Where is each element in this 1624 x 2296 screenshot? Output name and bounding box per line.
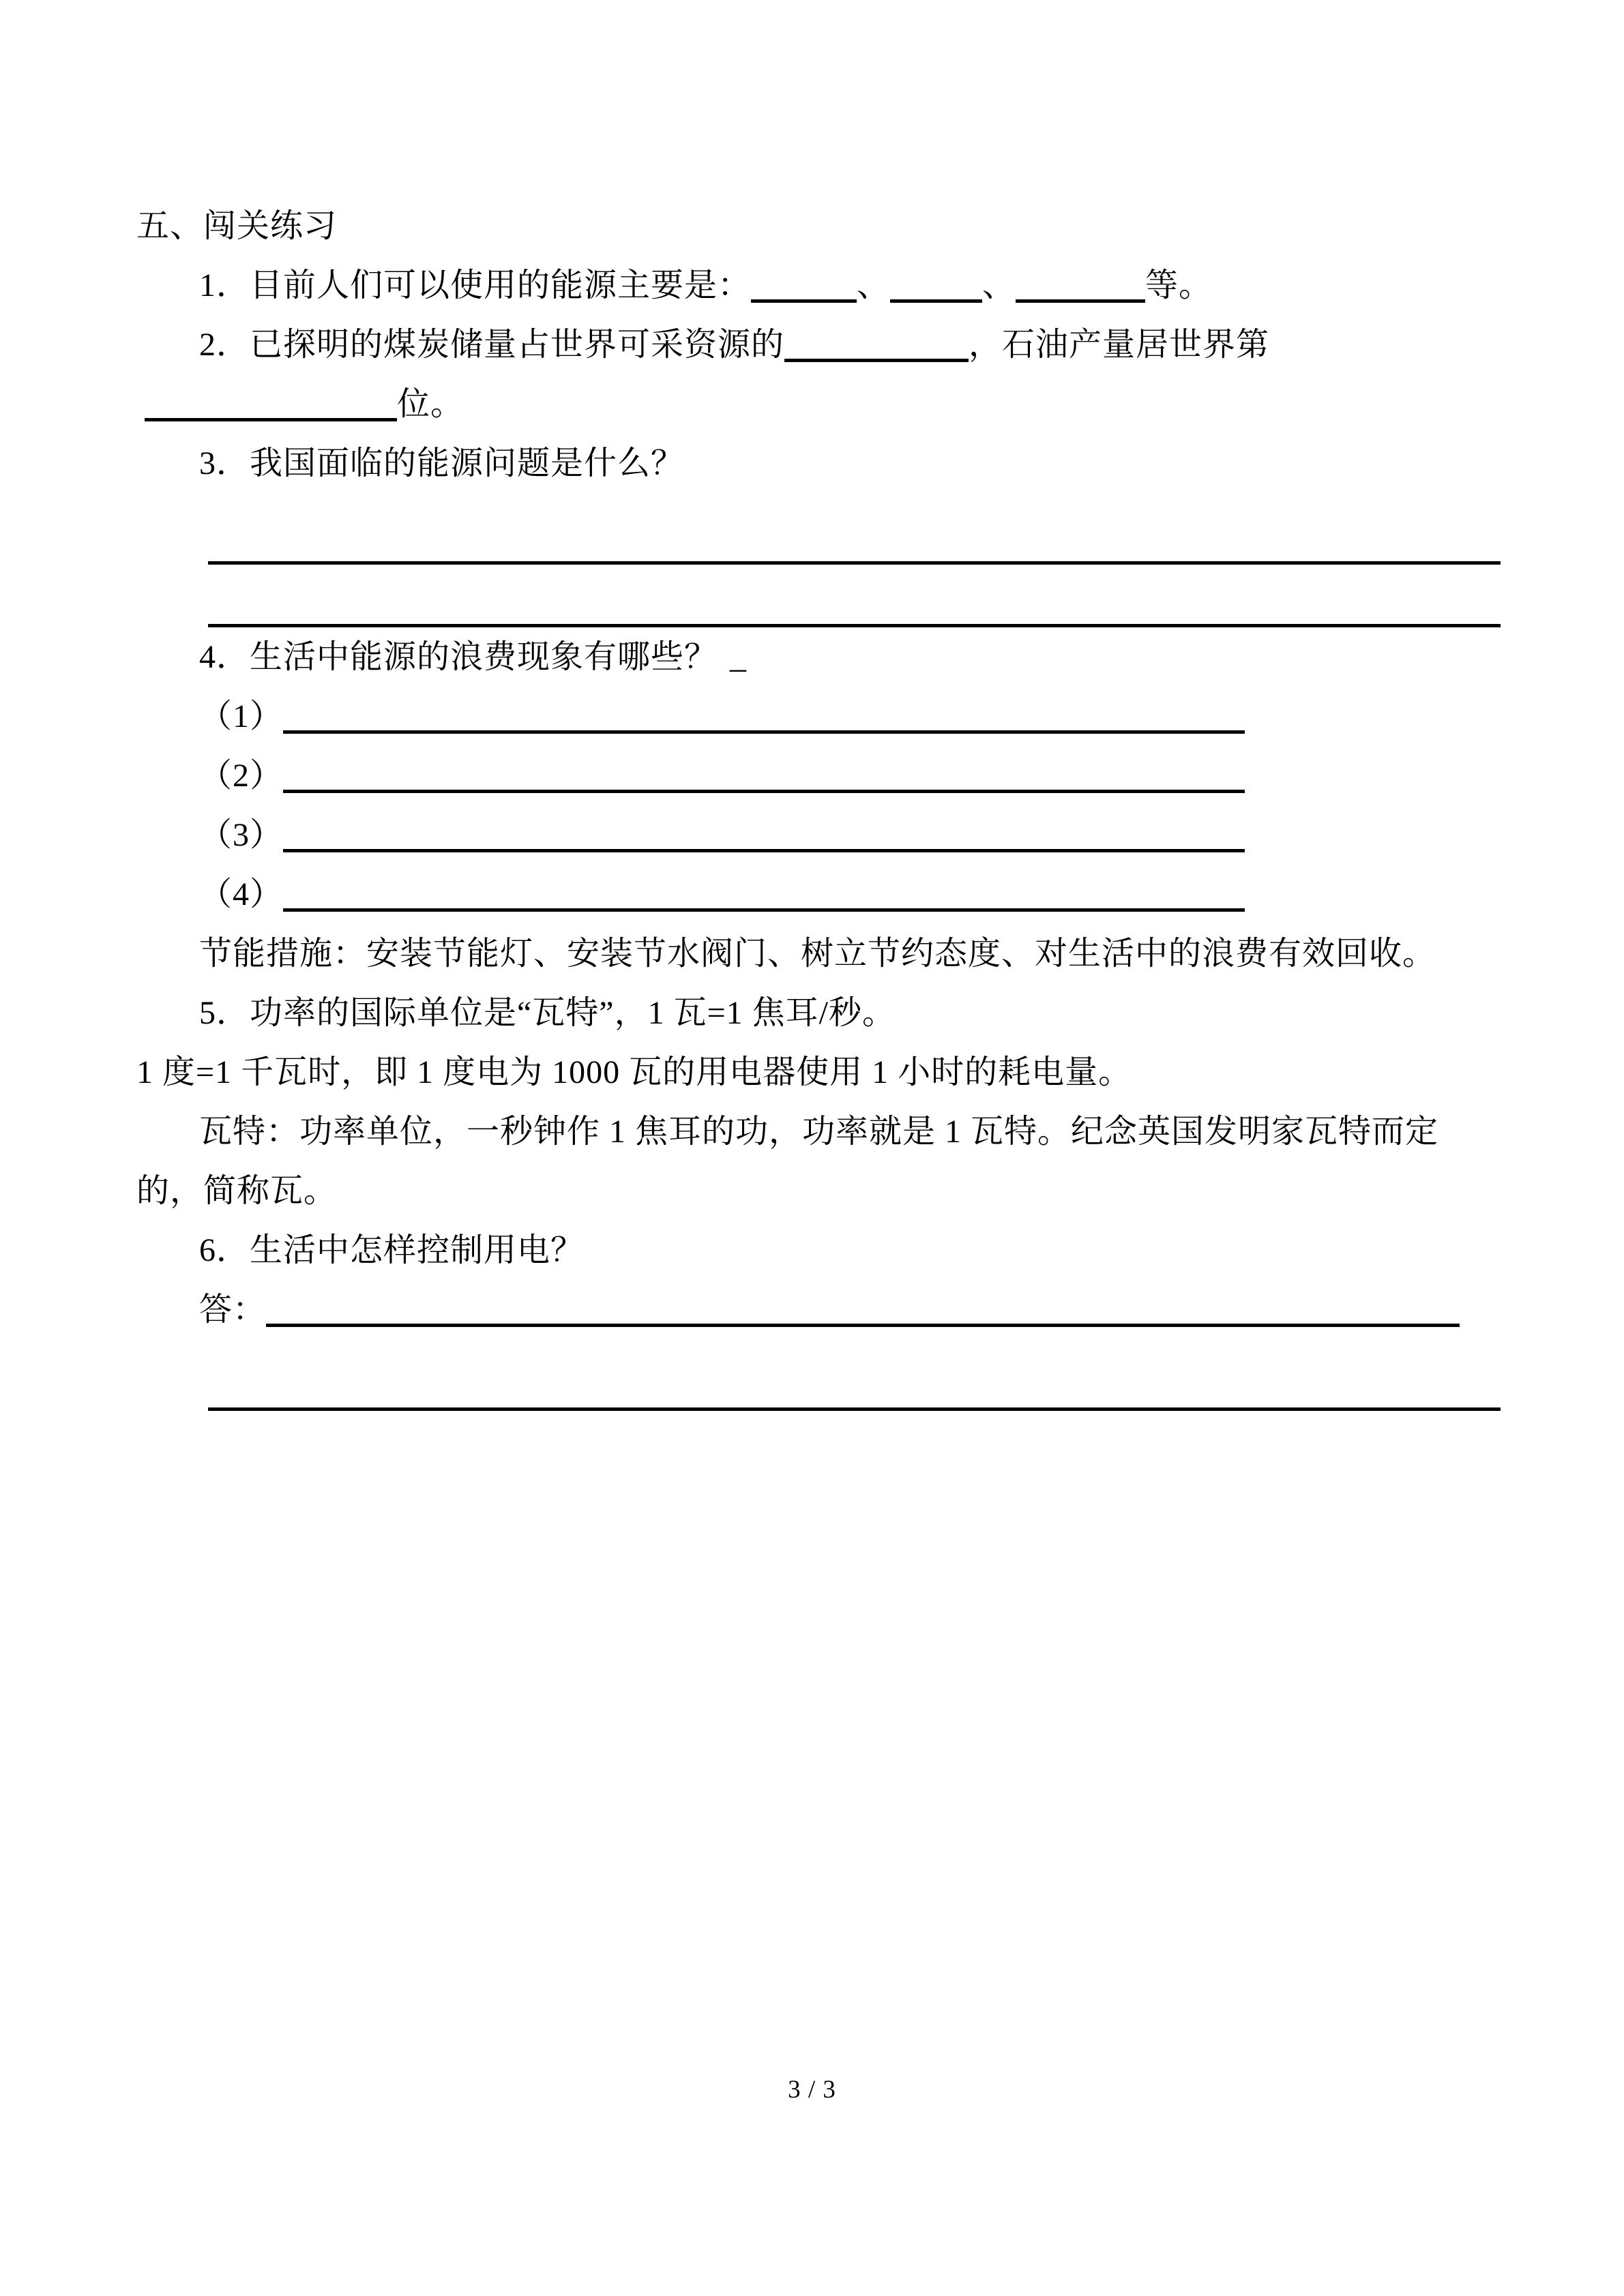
question-4	[136, 627, 1501, 687]
fill-in-blank	[266, 1324, 1460, 1327]
question-4-item-4	[136, 865, 1501, 924]
question-5: 5．功率的国际单位是“瓦特”，1 瓦=1 焦耳/秒。	[199, 995, 896, 1031]
question-2-text: 2．已探明的煤炭储量占世界可采资源的	[199, 327, 785, 363]
question-6-answer	[136, 1280, 1501, 1339]
question-2-continuation	[136, 374, 1501, 434]
question-5-note-3: 的，简称瓦。	[136, 1173, 338, 1209]
fill-in-blank	[283, 730, 1245, 734]
fill-in-blank	[283, 908, 1245, 912]
fill-in-blank	[145, 418, 397, 421]
answer-line	[208, 493, 1501, 565]
question-4-text: 4．生活中能源的浪费现象有哪些？	[199, 639, 718, 675]
fill-in-blank	[784, 359, 969, 362]
list-separator: 、	[857, 267, 891, 303]
list-separator: 、	[982, 267, 1016, 303]
question-4-item-2	[136, 746, 1501, 805]
answer-prefix: 答：	[199, 1292, 267, 1328]
answer-line	[208, 565, 1501, 627]
question-2-middle: ，石油产量居世界第	[969, 327, 1270, 363]
answer-line	[208, 1339, 1501, 1411]
fill-in-blank	[283, 790, 1245, 793]
page-number: 3 / 3	[788, 2076, 836, 2104]
stray-underscore: _	[730, 639, 748, 675]
item-label: （2）	[199, 758, 284, 794]
section-title: 五、闯关练习	[136, 208, 338, 244]
question-6: 6．生活中怎样控制用电？	[199, 1232, 585, 1268]
question-3: 3．我国面临的能源问题是什么？	[199, 445, 685, 481]
fill-in-blank	[890, 299, 982, 303]
item-label: （4）	[199, 876, 284, 912]
question-2-cont-text: 位。	[397, 386, 464, 422]
question-5-note-2: 瓦特：功率单位，一秒钟作 1 焦耳的功，功率就是 1 瓦特。纪念英国发明家瓦特而定	[199, 1114, 1439, 1150]
item-label: （1）	[199, 698, 284, 734]
question-1-suffix: 等。	[1145, 267, 1213, 303]
item-label: （3）	[199, 817, 284, 853]
worksheet-content	[136, 196, 1501, 1411]
question-4-item-1	[136, 687, 1501, 746]
question-2	[136, 315, 1501, 374]
question-1-text: 1．目前人们可以使用的能源主要是：	[199, 267, 752, 303]
fill-in-blank	[1016, 299, 1145, 303]
question-5-note-1: 1 度=1 千瓦时，即 1 度电为 1000 瓦的用电器使用 1 小时的耗电量。	[136, 1054, 1132, 1090]
fill-in-blank	[283, 849, 1245, 852]
question-1	[136, 256, 1501, 315]
fill-in-blank	[751, 299, 857, 303]
question-4-item-3	[136, 805, 1501, 865]
energy-saving-note: 节能措施：安装节能灯、安装节水阀门、树立节约态度、对生活中的浪费有效回收。	[199, 936, 1436, 972]
